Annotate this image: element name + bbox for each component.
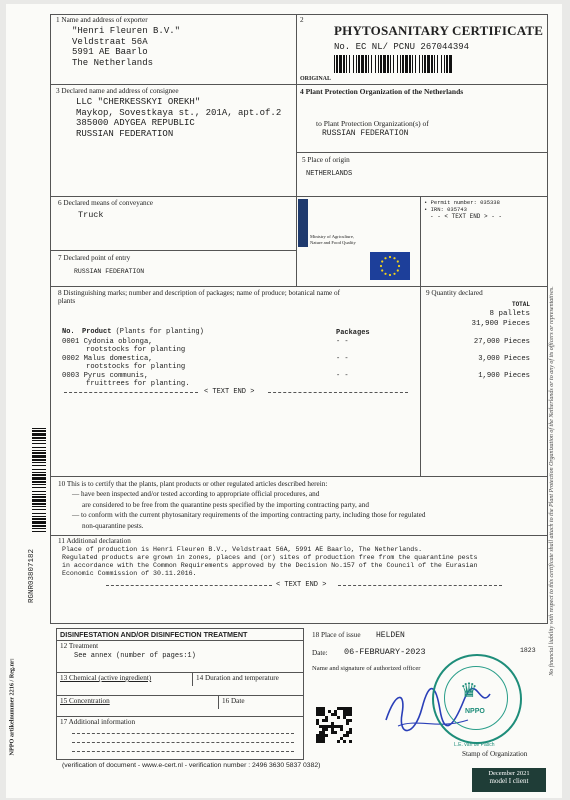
certify-line-1: — have been inspected and/or tested according to appropriate official procedures, and [72, 490, 320, 499]
exporter-label: 1 Name and address of exporter [56, 16, 148, 24]
entry-value: RUSSIAN FEDERATION [74, 268, 145, 275]
permit-number: • Permit number: 035338 [424, 199, 500, 206]
permit-irn: • IRN: 035743 [424, 206, 467, 213]
row-no: 0002 [62, 355, 80, 363]
row-quantity: 1,900 Pieces [478, 372, 530, 380]
side-disclaimer: No financial liability with respect to this certificate shall attach to the Plant Protection Organization of the Netherlands or to any of its officers or representatives. [549, 286, 555, 676]
permit-text-end: - - < TEXT END > - - [430, 213, 503, 220]
stamp-crest-icon: ♛ [460, 680, 478, 702]
certificate-page [6, 4, 562, 798]
row-name: Cydonia oblonga, [83, 338, 153, 346]
row-packages: - - [336, 372, 349, 380]
additional-text-end: < TEXT END > [276, 581, 327, 589]
conveyance-label: 6 Declared means of conveyance [58, 199, 153, 207]
col-no: No. [62, 328, 75, 336]
exporter-country: The Netherlands [72, 57, 154, 68]
additional-line-2: Regulated products are grown in zones, places and (or) sites of production free from the quarantine pests [62, 554, 478, 561]
issue-date-value: 06-FEBRUARY-2023 [344, 647, 426, 657]
side-barcode-graphic [32, 428, 46, 532]
stamp-nppo: NPPO [465, 708, 485, 715]
row-quantity: 3,000 Pieces [478, 355, 530, 363]
treatment-label: 12 Treatment [60, 642, 99, 650]
exporter-name: "Henri Fleuren B.V." [72, 26, 181, 36]
certify-line-2: are considered to be free from the quarantine pests specified by the importing contracting party, and [82, 500, 369, 509]
signature-label: Name and signature of authorized officer [312, 665, 421, 672]
place-of-issue-value: HELDEN [376, 631, 405, 640]
goods-label: 8 Distinguishing marks; number and description of packages; name of produce; botanical name of plants [58, 289, 341, 305]
verification-line: (verification of document - www.e-cert.nl - verification number : 2496 3630 5837 0382) [62, 762, 321, 769]
goods-row [62, 355, 185, 371]
goods-row [62, 372, 190, 388]
quantity-pallets: 8 pallets [489, 310, 530, 318]
exporter-city: 5991 AE Baarlo [72, 47, 148, 57]
ministry-line-2: Nature and Food Quality [310, 239, 356, 245]
consignee-label: 3 Declared name and address of consignee [56, 87, 179, 95]
issue-code: 1823 [520, 647, 536, 654]
model-date: December 2021 [488, 770, 530, 777]
row-no: 0001 [62, 338, 80, 346]
ppo-label: 4 Plant Protection Organization of the Netherlands [300, 87, 464, 96]
row-packages: - - [336, 355, 349, 363]
exporter-street: Veldstraat 56A [72, 36, 148, 47]
qr-graphic [316, 707, 352, 743]
crest-icon: ♜ [302, 235, 309, 242]
permit-block [424, 199, 502, 220]
additional-line-3: in accordance with the Common Requirements approved by the Decision No.157 of the Council of the Eurasian [62, 562, 478, 569]
row-sub: rootstocks for planting [86, 363, 186, 371]
row-name: Pyrus communis, [83, 372, 149, 380]
ministry-name [310, 234, 356, 245]
origin-label: 5 Place of origin [302, 156, 350, 164]
row-name: Malus domestica, [83, 355, 153, 363]
duration-label: 14 Duration and temperature [196, 674, 279, 682]
goods-row [62, 338, 185, 354]
ppo-to-label: to Plant Protection Organization(s) of [316, 119, 429, 128]
box2-label: 2 [300, 16, 304, 24]
ppo-to-value: RUSSIAN FEDERATION [322, 129, 409, 138]
model-client: model I client [489, 777, 529, 785]
consignee-block [76, 97, 281, 139]
eu-flag-icon [370, 252, 410, 280]
exporter-block [72, 26, 180, 68]
consignee-name: LLC "CHERKESSKYI OREKH" [76, 97, 201, 107]
treatment-title: DISINFESTATION AND/OR DISINFECTION TREATMENT [60, 630, 248, 639]
row-quantity: 27,000 Pieces [473, 338, 530, 346]
additional-label: 11 Additional declaration [58, 537, 131, 545]
entry-label: 7 Declared point of entry [58, 254, 131, 262]
treatment-date-label: 16 Date [222, 697, 245, 705]
certify-line-4: non-quarantine pests. [82, 521, 144, 530]
col-product-sub: (Plants for planting) [115, 328, 204, 336]
quantity-total-pieces: 31,900 Pieces [471, 320, 530, 328]
col-product-title: Product [82, 328, 112, 336]
issue-date-label: Date: [312, 649, 328, 657]
concentration-label: 15 Concentration [60, 697, 110, 705]
stamp-label: Stamp of Organization [462, 750, 528, 758]
conveyance-value: Truck [78, 210, 104, 220]
certificate-number: No. EC NL/ PCNU 267044394 [334, 42, 470, 52]
chemical-label: 13 Chemical (active ingredient) [60, 674, 152, 682]
consignee-country: RUSSIAN FEDERATION [76, 128, 174, 139]
certify-label: 10 This is to certify that the plants, plant products or other regulated articles described herein: [58, 480, 328, 488]
origin-value: NETHERLANDS [306, 170, 353, 178]
treatment-value: See annex (number of pages:1) [74, 652, 196, 660]
col-packages: Packages [336, 329, 370, 337]
certificate-barcode [334, 55, 452, 73]
quantity-total-label: TOTAL [511, 301, 530, 308]
barcode-graphic [334, 55, 452, 73]
official-stamp [432, 654, 522, 744]
additional-line-4: Economic Commission of 30.11.2016. [62, 570, 197, 577]
certify-line-3: — to conform with the current phytosanitary requirements of the importing contracting party, including those for regulated [72, 511, 426, 520]
additional-block [62, 546, 477, 578]
consignee-street: Maykop, Sovestkaya st., 201A, apt.of.2 [76, 107, 282, 118]
certify-block [58, 479, 425, 531]
ministry-line-1: Ministry of Agriculture, [310, 234, 355, 239]
side-barcode [32, 428, 46, 532]
side-article-number: NPPO artikelnummer 2216 / Reg.nr: [8, 658, 16, 756]
row-sub: rootstocks for planting [86, 346, 186, 354]
original-mark: ORIGINAL [300, 76, 332, 82]
row-sub: fruittrees for planting. [86, 380, 190, 388]
qr-code-icon [316, 707, 352, 743]
consignee-region: 385000 ADYGEA REPUBLIC [76, 118, 195, 128]
col-product [82, 328, 204, 336]
row-no: 0003 [62, 372, 80, 380]
additional-line-1: Place of production is Henri Fleuren B.V., Veldstraat 56A, 5991 AE Baarlo, The Netherlands. [62, 546, 423, 553]
model-badge [472, 768, 546, 792]
goods-text-end: < TEXT END > [204, 388, 255, 396]
info-label: 17 Additional information [60, 718, 136, 726]
quantity-label: 9 Quantity declared [426, 289, 483, 297]
place-of-issue-label: 18 Place of issue [312, 631, 361, 639]
row-packages: - - [336, 338, 349, 346]
eu-stars [370, 252, 410, 280]
certificate-title: PHYTOSANITARY CERTIFICATE [334, 23, 544, 38]
side-barcode-number: RGNR03807182 [28, 548, 36, 603]
officer-name: L.E. van de Pasch [454, 742, 495, 748]
